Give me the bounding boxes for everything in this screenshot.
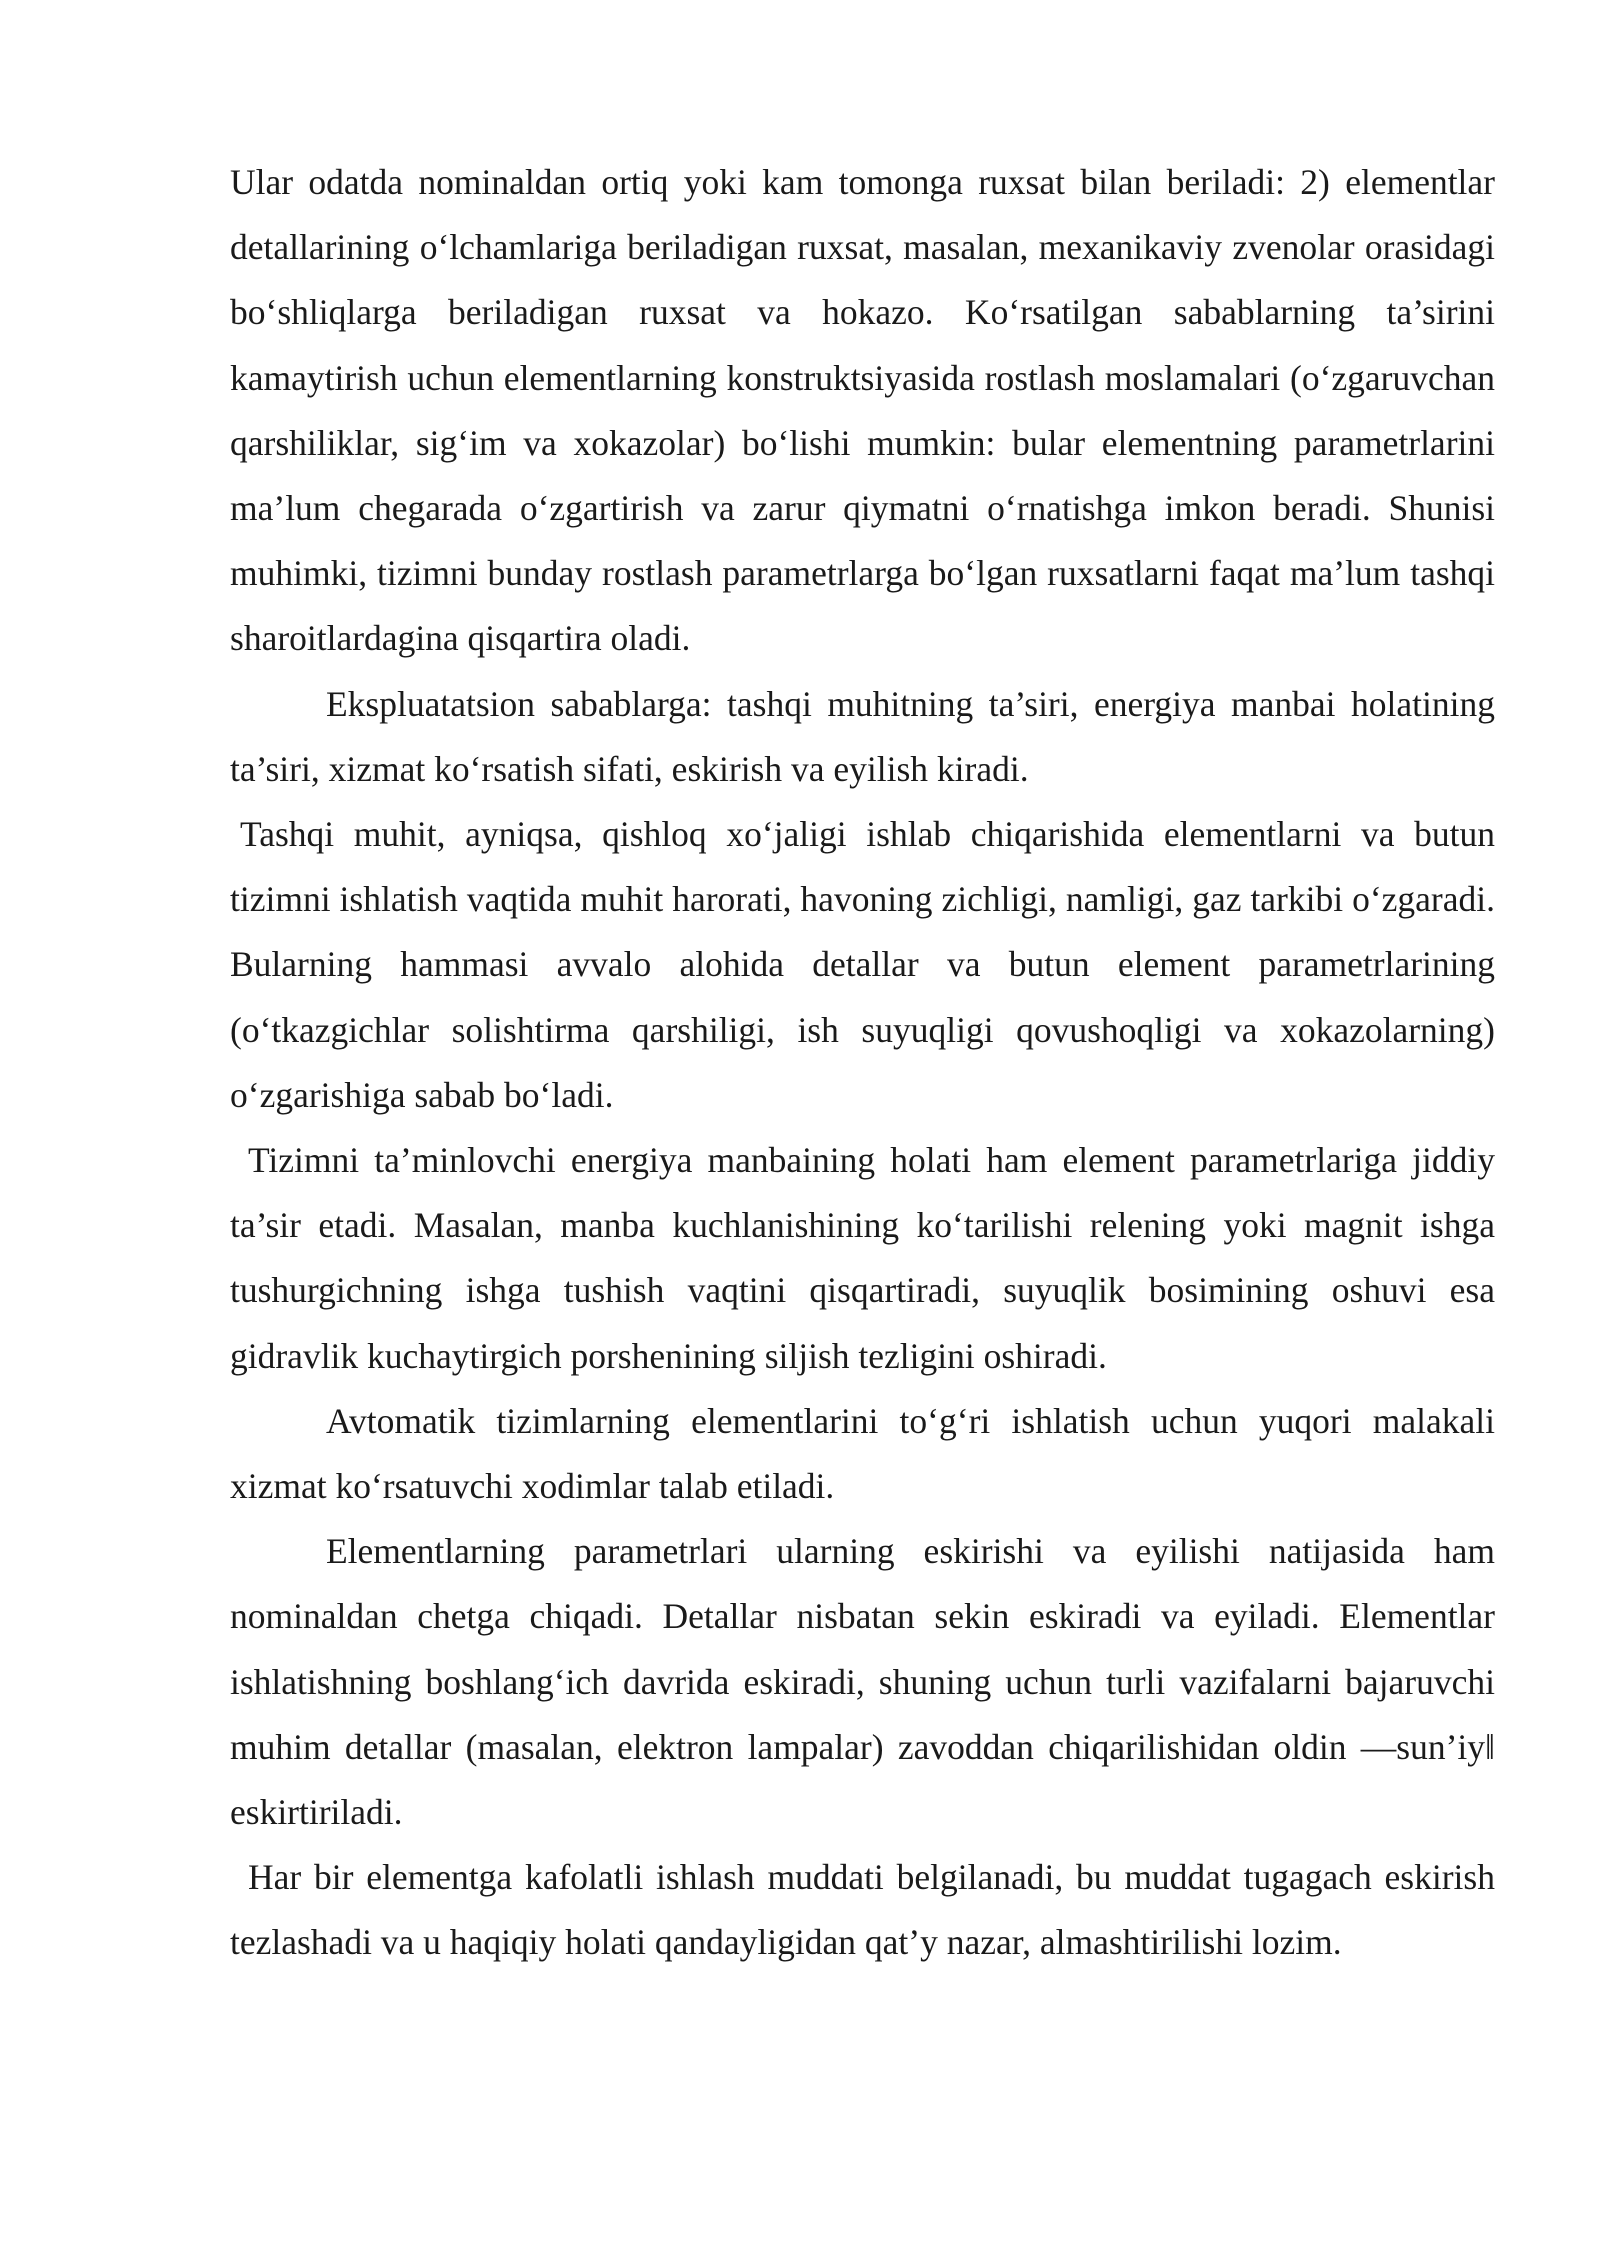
paragraph-5: Avtomatik tizimlarning elementlarini to‘g‘ri ishlatish uchun yuqori malakali xizmat ko‘rsatuvchi xodimlar talab etiladi. bbox=[230, 1400, 1495, 1507]
paragraph-4: Tizimni ta’minlovchi energiya manbaining holati ham element parametrlariga jiddiy ta’sir etadi. Masalan, manba kuchlanishining ko‘tarilishi relening yoki magnit ishga tushurgichning ishga tushish vaqtini qisqartiradi, suyuqlik bosimining oshuvi esa gidravlik kuchaytirgich porshenining siljish tezligini oshiradi. bbox=[230, 1140, 1495, 1376]
paragraph-7: Har bir elementga kafolatli ishlash muddati belgilanadi, bu muddat tugagach eskirish tezlashadi va u haqiqiy holati qandayligidan qat’y nazar, almashtirilishi lozim. bbox=[230, 1857, 1495, 1963]
document-page bbox=[230, 150, 1495, 1976]
paragraph-2: Ekspluatatsion sabablarga: tashqi muhitning ta’siri, energiya manbai holatining ta’siri, xizmat ko‘rsatish sifati, eskirish va eyilish kiradi. bbox=[230, 683, 1495, 789]
paragraph-1: Ular odatda nominaldan ortiq yoki kam tomonga ruxsat bilan beriladi: 2) elementlar detallarining o‘lchamlariga beriladigan ruxsat, masalan, mexanikaviy zvenolar orasidagi bo‘shliqlarga beriladigan ruxsat va hokazo. Ko‘rsatilgan sabablarning ta’sirini kamaytirish uchun elementlarning konstruktsiyasida rostlash moslamalari (o‘zgaruvchan qarshiliklar, sig‘im va xokazolar) bo‘lishi mumkin: bular elementning parametrlarini ma’lum chegarada o‘zgartirish va zarur qiymatni o‘rnatishga imkon beradi. Shunisi muhimki, tizimni bunday rostlash parametrlarga bo‘lgan ruxsatlarni faqat ma’lum tashqi sharoitlardagina qisqartira oladi. bbox=[230, 162, 1495, 659]
paragraph-3: Tashqi muhit, ayniqsa, qishloq xo‘jaligi ishlab chiqarishida elementlarni va butun tizimni ishlatish vaqtida muhit harorati, havoning zichligi, namligi, gaz tarkibi o‘zgaradi. Bularning hammasi avvalo alohida detallar va butun element parametrlarining (o‘tkazgichlar solishtirma qarshiligi, ish suyuqligi qovushoqligi va xokazolarning) o‘zgarishiga sabab bo‘ladi. bbox=[230, 814, 1495, 1115]
paragraph-6: Elementlarning parametrlari ularning eskirishi va eyilishi natijasida ham nominaldan chetga chiqadi. Detallar nisbatan sekin eskiradi va eyiladi. Elementlar ishlatishning boshlang‘ich davrida eskiradi, shuning uchun turli vazifalarni bajaruvchi muhim detallar (masalan, elektron lampalar) zavoddan chiqarilishidan oldin ―sun’iy‖ eskirtiriladi. bbox=[230, 1531, 1495, 1833]
